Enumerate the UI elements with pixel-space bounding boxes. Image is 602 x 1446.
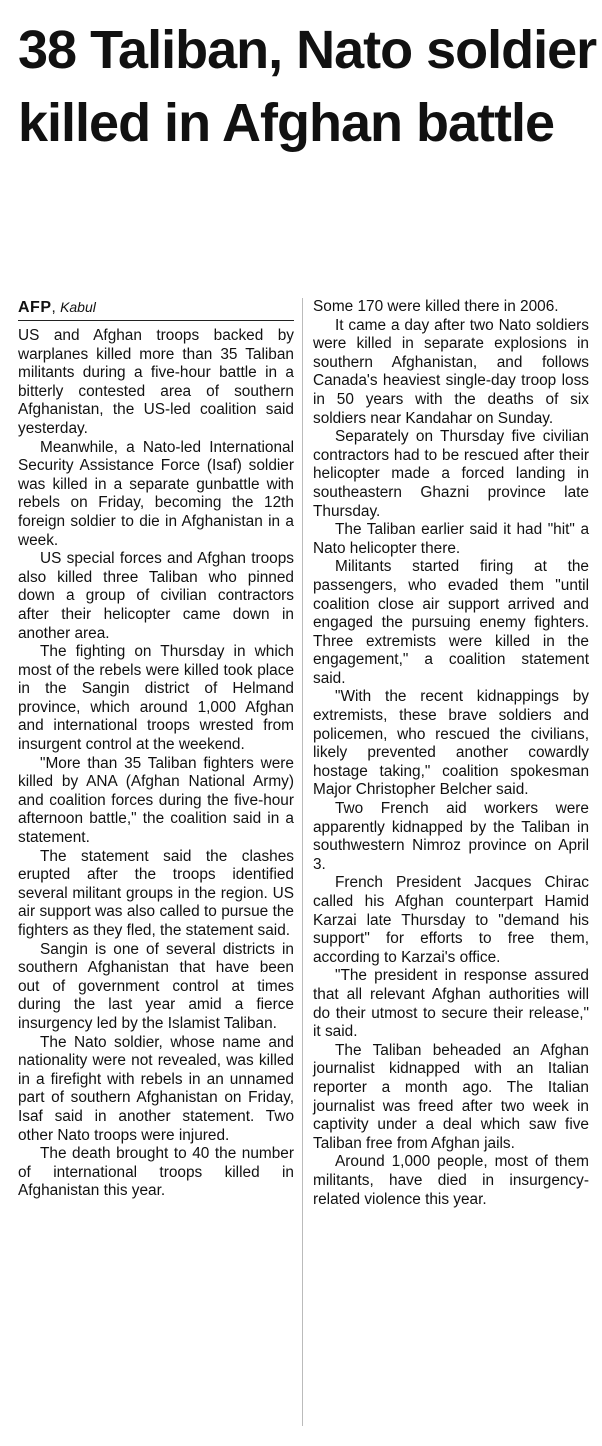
paragraph: French President Jacques Chirac called his Afghan counterpart Hamid Karzai late Thursday to "demand his support" for efforts to free them, according to Karzai's office. bbox=[313, 874, 589, 966]
paragraph: Some 170 were killed there in 2006. bbox=[313, 298, 559, 315]
byline-agency: AFP bbox=[18, 299, 52, 316]
paragraph: The fighting on Thursday in which most of the rebels were killed took place in the Sangin district of Helmand province, which around 1,000 Afghan and international troops wrested from insurgent control at the weekend. bbox=[18, 643, 294, 754]
byline-place: Kabul bbox=[60, 299, 96, 315]
left-column bbox=[18, 298, 294, 1201]
paragraph: The Nato soldier, whose name and nationality were not revealed, was killed in a firefight with rebels in an unnamed part of southern Afghanistan on Friday, Isaf said in another statement. Two other Nato troops were injured. bbox=[18, 1033, 294, 1144]
paragraph: Two French aid workers were apparently kidnapped by the Taliban in southwestern Nimroz province on April 3. bbox=[313, 800, 589, 873]
headline: 38 Taliban, Nato soldier killed in Afghan battle bbox=[18, 20, 597, 153]
paragraph: US and Afghan troops backed by warplanes killed more than 35 Taliban militants during a five-hour battle in a bitterly contested area of southern Afghanistan, the US-led coalition said yesterday. bbox=[18, 327, 294, 437]
paragraph: "The president in response assured that all relevant Afghan authorities will do their utmost to secure their release," it said. bbox=[313, 967, 589, 1041]
paragraph: The Taliban beheaded an Afghan journalist kidnapped with an Italian reporter a month ago. The Italian journalist was freed after two week in captivity under a deal which saw five Taliban free from Afghan jails. bbox=[313, 1041, 589, 1152]
paragraph: US special forces and Afghan troops also killed three Taliban who pinned down a group of civilian contractors after their helicopter came down in another area. bbox=[18, 550, 294, 642]
paragraph: Sangin is one of several districts in southern Afghanistan that have been out of government control at times during the last year amid a fierce insurgency led by the Islamist Taliban. bbox=[18, 940, 294, 1032]
paragraph: "With the recent kidnappings by extremists, these brave soldiers and policemen, who rescued the civilians, likely prevented another cowardly hostage taking," coalition spokesman Major Christopher Belcher said. bbox=[313, 688, 589, 799]
paragraph: The death brought to 40 the number of international troops killed in Afghanistan this year. bbox=[18, 1145, 294, 1200]
paragraph: "More than 35 Taliban fighters were killed by ANA (Afghan National Army) and coalition forces during the five-hour afternoon battle," the coalition said in a statement. bbox=[18, 754, 294, 847]
paragraph: Meanwhile, a Nato-led International Security Assistance Force (Isaf) soldier was killed in a separate gunbattle with rebels on Friday, becoming the 12th foreign soldier to die in Afghanistan in a week. bbox=[18, 438, 294, 549]
byline: AFP, Kabul bbox=[18, 298, 294, 321]
paragraph: Separately on Thursday five civilian contractors had to be rescued after their helicopter made a forced landing in southeastern Ghazni province late Thursday. bbox=[313, 428, 589, 520]
paragraph: Militants started firing at the passengers, who evaded them "until coalition close air support arrived and engaged the pursuing enemy fighters. Three extremists were killed in the engagement," a coalition statement said. bbox=[313, 558, 589, 687]
paragraph: The statement said the clashes erupted after the troops identified several militant groups in the region. US air support was also called to pursue the fighters as they fled, the statement said. bbox=[18, 847, 294, 939]
paragraph: Around 1,000 people, most of them militants, have died in insurgency-related violence this year. bbox=[313, 1153, 589, 1208]
column-divider bbox=[302, 298, 303, 1426]
paragraph: It came a day after two Nato soldiers were killed in separate explosions in southern Afghanistan, and follows Canada's heaviest single-day troop loss in 50 years with the deaths of six soldiers near Kandahar on Sunday. bbox=[313, 316, 589, 427]
right-column bbox=[313, 298, 589, 1209]
paragraph: The Taliban earlier said it had "hit" a Nato helicopter there. bbox=[313, 521, 589, 557]
